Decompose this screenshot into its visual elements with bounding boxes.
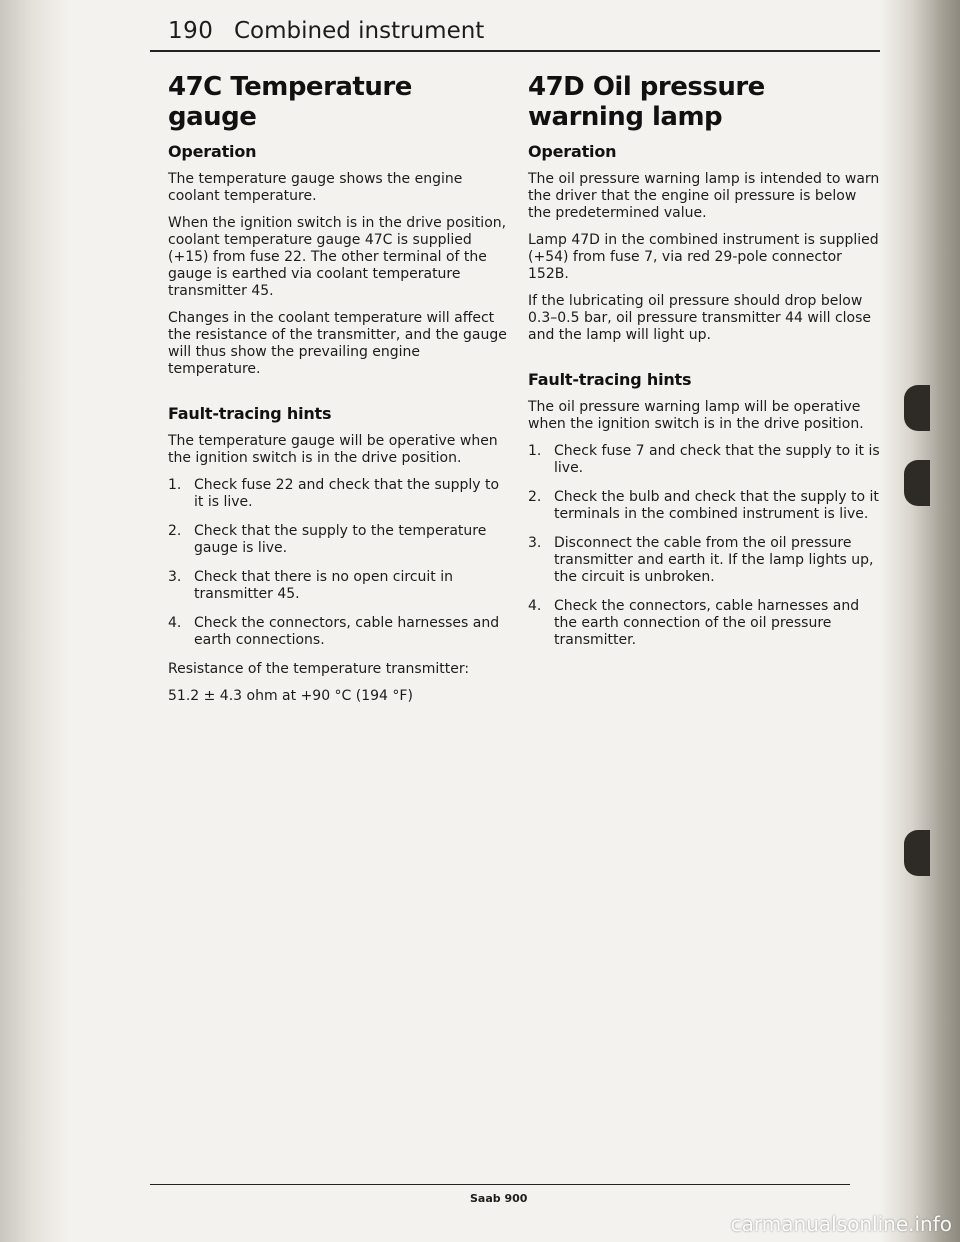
fault-tracing-heading: Fault-tracing hints xyxy=(168,404,332,423)
list-item: 4. Check the connectors, cable harnesses and the earth connection of the oil pressure transmitter. xyxy=(528,598,860,648)
page-binding-shadow xyxy=(0,0,70,1242)
list-item: 1. Check fuse 7 and check that the supply to it is live. xyxy=(528,443,880,476)
list-item: 3. Check that there is no open circuit in transmitter 45. xyxy=(168,569,453,602)
binder-tab xyxy=(904,460,930,506)
list-item: 2. Check that the supply to the temperature gauge is live. xyxy=(168,523,487,556)
left-column xyxy=(168,72,508,715)
binder-tab xyxy=(904,385,930,431)
list-item: 3. Disconnect the cable from the oil pressure transmitter and earth it. If the lamp lights up, the circuit is unbroken. xyxy=(528,535,874,585)
fault-tracing-heading: Fault-tracing hints xyxy=(528,370,692,389)
right-column xyxy=(528,72,880,661)
watermark: carmanualsonline.info xyxy=(730,1212,952,1236)
list-item: 4. Check the connectors, cable harnesses and earth connections. xyxy=(168,615,500,648)
paragraph: The oil pressure warning lamp is intended to warn the driver that the engine oil pressure is below the predetermined value. xyxy=(528,171,880,221)
paragraph: Changes in the coolant temperature will affect the resistance of the transmitter, and the gauge will thus show the prevailing engine temperature. xyxy=(168,310,507,377)
paragraph: The temperature gauge shows the engine coolant temperature. xyxy=(168,171,463,204)
page-number: 190 xyxy=(168,18,214,44)
page-edge-shadow xyxy=(880,0,960,1242)
paragraph: The temperature gauge will be operative when the ignition switch is in the drive position. xyxy=(168,433,498,466)
paragraph: When the ignition switch is in the drive position, coolant temperature gauge 47C is supplied (+15) from fuse 22. The other terminal of the gauge is earthed via coolant temperature transmitter 45. xyxy=(168,215,507,299)
paragraph: The oil pressure warning lamp will be operative when the ignition switch is in the drive position. xyxy=(528,399,864,432)
binder-tab xyxy=(904,830,930,876)
resistance-label: Resistance of the temperature transmitter: xyxy=(168,661,470,677)
section-heading-temperature-gauge: 47C Temperature gauge xyxy=(168,72,412,132)
fault-steps-list xyxy=(528,443,880,649)
list-item: 2. Check the bulb and check that the supply to it terminals in the combined instrument is live. xyxy=(528,489,879,522)
chapter-title: Combined instrument xyxy=(234,18,485,44)
page-header xyxy=(168,14,888,52)
operation-heading: Operation xyxy=(528,142,617,161)
footer-divider xyxy=(150,1184,850,1185)
paragraph: Lamp 47D in the combined instrument is supplied (+54) from fuse 7, via red 29-pole connector 152B. xyxy=(528,232,879,282)
resistance-value: 51.2 ± 4.3 ohm at +90 °C (194 °F) xyxy=(168,688,413,704)
fault-steps-list xyxy=(168,477,508,649)
section-heading-oil-pressure-lamp: 47D Oil pressure warning lamp xyxy=(528,72,765,132)
header-divider xyxy=(150,50,880,52)
footer-model: Saab 900 xyxy=(470,1192,528,1205)
paragraph: If the lubricating oil pressure should drop below 0.3–0.5 bar, oil pressure transmitter 44 will close and the lamp will light up. xyxy=(528,293,872,343)
list-item: 1. Check fuse 22 and check that the supply to it is live. xyxy=(168,477,500,510)
operation-heading: Operation xyxy=(168,142,257,161)
